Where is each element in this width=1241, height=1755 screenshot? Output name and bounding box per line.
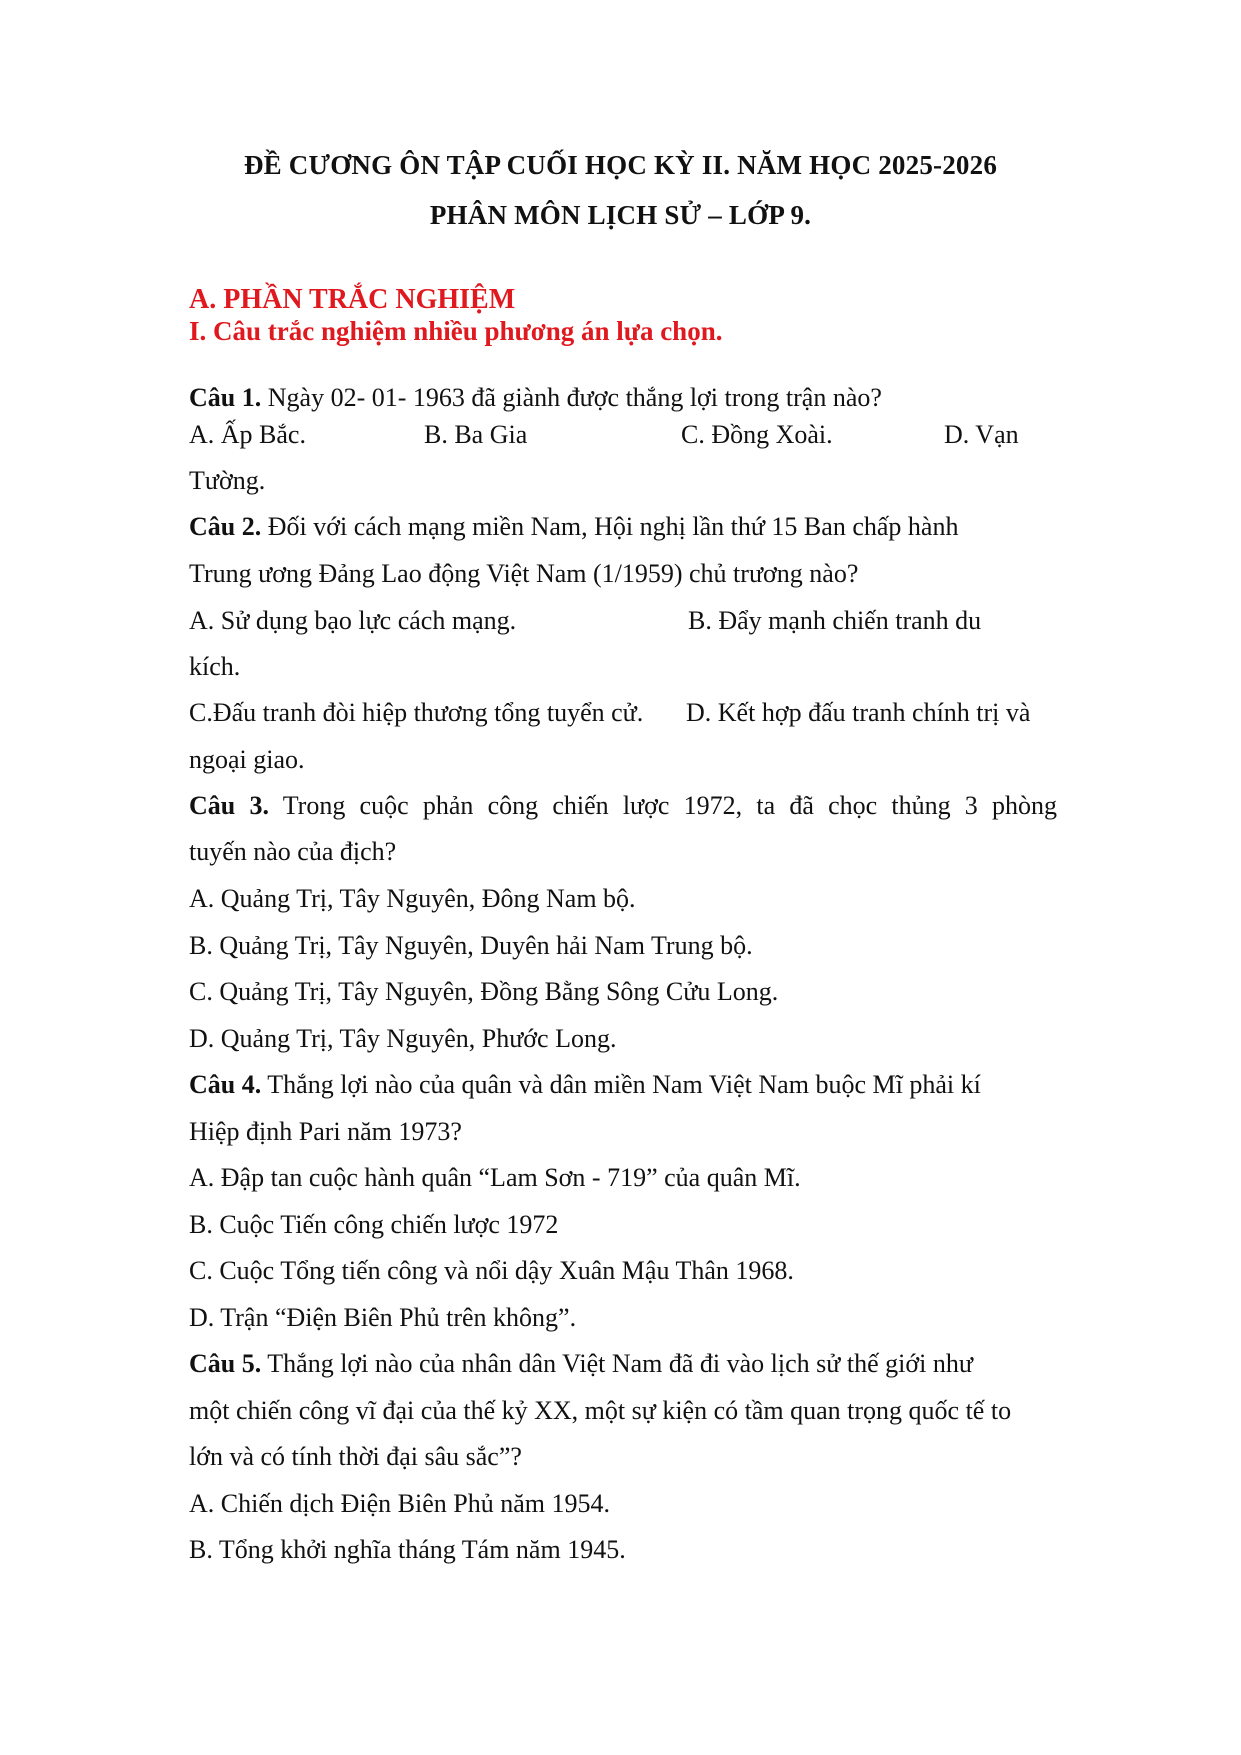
question-1-label: Câu 1.	[189, 383, 262, 412]
question-4	[189, 1070, 981, 1100]
title-line-1: ĐỀ CƯƠNG ÔN TẬP CUỐI HỌC KỲ II. NĂM HỌC 2025-2026	[243, 150, 998, 180]
question-3-option-a: A. Quảng Trị, Tây Nguyên, Đông Nam bộ.	[189, 884, 636, 913]
question-3-option-b: B. Quảng Trị, Tây Nguyên, Duyên hải Nam Trung bộ.	[189, 931, 753, 960]
question-3-text-line-1: Trong cuộc phản công chiến lược 1972, ta đã chọc thủng 3 phòng	[282, 791, 1057, 820]
question-4-label: Câu 4.	[189, 1070, 262, 1099]
question-2-label: Câu 2.	[189, 512, 262, 541]
question-1-option-d-continued: Tường.	[189, 466, 266, 495]
question-2-option-b: B. Đẩy mạnh chiến tranh du	[688, 606, 982, 635]
section-heading: A. PHẦN TRẮC NGHIỆM	[189, 284, 516, 315]
question-1-option-c: C. Đồng Xoài.	[681, 420, 833, 449]
question-5-text-line-1: Thắng lợi nào của nhân dân Việt Nam đã đi vào lịch sử thế giới như	[261, 1349, 973, 1378]
question-4-text-line-2: Hiệp định Pari năm 1973?	[189, 1117, 462, 1146]
question-1-option-d: D. Vạn	[944, 420, 1019, 449]
question-5-option-a: A. Chiến dịch Điện Biên Phủ năm 1954.	[189, 1489, 611, 1518]
question-3-option-d: D. Quảng Trị, Tây Nguyên, Phước Long.	[189, 1024, 617, 1053]
question-4-option-b: B. Cuộc Tiến công chiến lược 1972	[189, 1210, 559, 1239]
question-2-option-b-continued: kích.	[189, 652, 241, 681]
question-2-option-d: D. Kết hợp đấu tranh chính trị và	[686, 698, 1031, 727]
title-line-2: PHÂN MÔN LỊCH SỬ – LỚP 9.	[429, 200, 812, 230]
question-3-text-line-2: tuyến nào của địch?	[189, 837, 397, 866]
question-2-option-c: C.Đấu tranh đòi hiệp thương tổng tuyển cử.	[189, 698, 644, 727]
question-5-label: Câu 5.	[189, 1349, 262, 1378]
question-2-text-line-1: Đối với cách mạng miền Nam, Hội nghị lần thứ 15 Ban chấp hành	[261, 512, 959, 541]
question-1-text: Ngày 02- 01- 1963 đã giành được thắng lợi trong trận nào?	[261, 383, 882, 412]
question-2-option-a: A. Sử dụng bạo lực cách mạng.	[189, 606, 517, 635]
question-2	[189, 512, 958, 542]
question-2-text-line-2: Trung ương Đảng Lao động Việt Nam (1/1959) chủ trương nào?	[189, 559, 859, 588]
question-4-text-line-1: Thắng lợi nào của quân và dân miền Nam Việt Nam buộc Mĩ phải kí	[261, 1070, 981, 1099]
section-subheading: I. Câu trắc nghiệm nhiều phương án lựa chọn.	[189, 316, 723, 346]
question-3-option-c: C. Quảng Trị, Tây Nguyên, Đồng Bằng Sông Cửu Long.	[189, 977, 779, 1006]
question-1	[189, 383, 882, 413]
question-5	[189, 1349, 973, 1379]
question-1-option-a: A. Ấp Bắc.	[189, 420, 306, 449]
question-4-option-a: A. Đập tan cuộc hành quân “Lam Sơn - 719” của quân Mĩ.	[189, 1163, 801, 1192]
question-2-option-d-continued: ngoại giao.	[189, 745, 305, 774]
question-4-option-c: C. Cuộc Tổng tiến công và nổi dậy Xuân Mậu Thân 1968.	[189, 1256, 794, 1285]
question-5-text-line-3: lớn và có tính thời đại sâu sắc”?	[189, 1442, 522, 1471]
question-5-text-line-2: một chiến công vĩ đại của thế kỷ XX, một sự kiện có tầm quan trọng quốc tế to	[189, 1396, 1012, 1425]
question-1-option-b: B. Ba Gia	[424, 420, 528, 449]
question-4-option-d: D. Trận “Điện Biên Phủ trên không”.	[189, 1303, 577, 1332]
question-5-option-b: B. Tổng khởi nghĩa tháng Tám năm 1945.	[189, 1535, 626, 1564]
question-3	[189, 791, 1057, 821]
question-3-label: Câu 3.	[189, 791, 269, 820]
